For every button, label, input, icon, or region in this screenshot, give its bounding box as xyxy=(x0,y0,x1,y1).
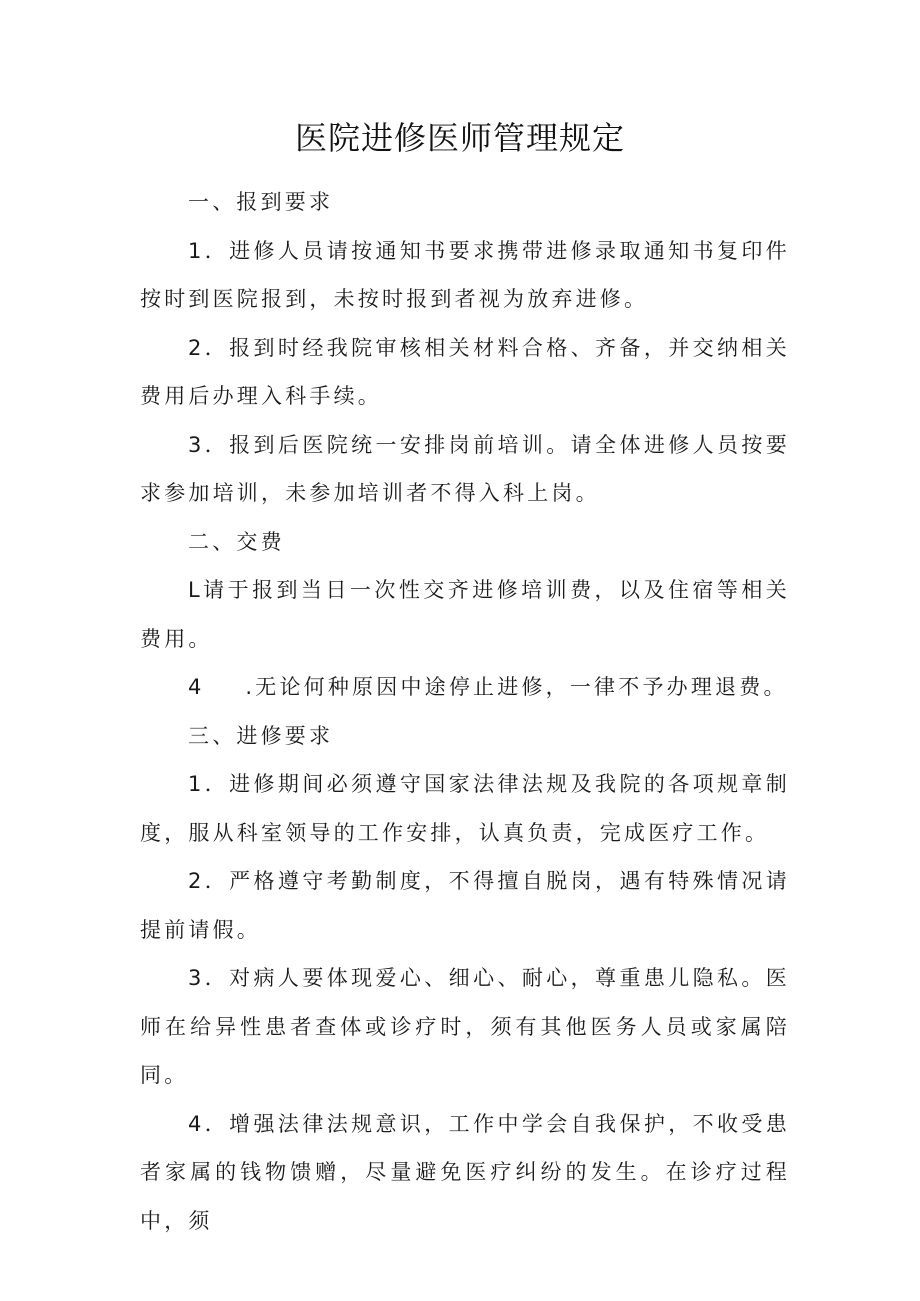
paragraph-fees-1: L请于报到当日一次性交齐进修培训费，以及住宿等相关费用。 xyxy=(140,578,790,651)
paragraph-registration-1: 1．进修人员请按通知书要求携带进修录取通知书复印件按时到医院报到，未按时报到者视为放弃进修。 xyxy=(140,238,790,311)
paragraph-requirements-3: 3．对病人要体现爱心、细心、耐心，尊重患儿隐私。医师在给异性患者查体或诊疗时，须有其他医务人员或家属陪同。 xyxy=(140,966,790,1087)
paragraph-requirements-2: 2．严格遵守考勤制度，不得擅自脱岗，遇有特殊情况请提前请假。 xyxy=(140,869,790,942)
paragraph-registration-3: 3．报到后医院统一安排岗前培训。请全体进修人员按要求参加培训，未参加培训者不得入科上岗。 xyxy=(140,432,790,505)
paragraph-requirements-4: 4．增强法律法规意识，工作中学会自我保护，不收受患者家属的钱物馈赠，尽量避免医疗纠纷的发生。在诊疗过程中，须 xyxy=(140,1111,790,1233)
paragraph-fees-2 xyxy=(140,663,790,712)
section-heading-requirements: 三、进修要求 xyxy=(188,723,334,748)
document-title: 医院进修医师管理规定 xyxy=(294,119,625,157)
paragraph-registration-2: 2．报到时经我院审核相关材料合格、齐备，并交纳相关费用后办理入科手续。 xyxy=(140,335,790,408)
section-heading-registration: 一、报到要求 xyxy=(188,190,334,214)
paragraph-requirements-1: 1．进修期间必须遵守国家法律法规及我院的各项规章制度，服从科室领导的工作安排，认真负责，完成医疗工作。 xyxy=(140,772,790,845)
section-heading-fees: 二、交费 xyxy=(188,529,285,554)
document-body xyxy=(140,178,790,1245)
paragraph-number: 4 xyxy=(188,675,204,699)
paragraph-text: .无论何种原因中途停止进修，一律不予办理退费。 xyxy=(245,675,788,699)
